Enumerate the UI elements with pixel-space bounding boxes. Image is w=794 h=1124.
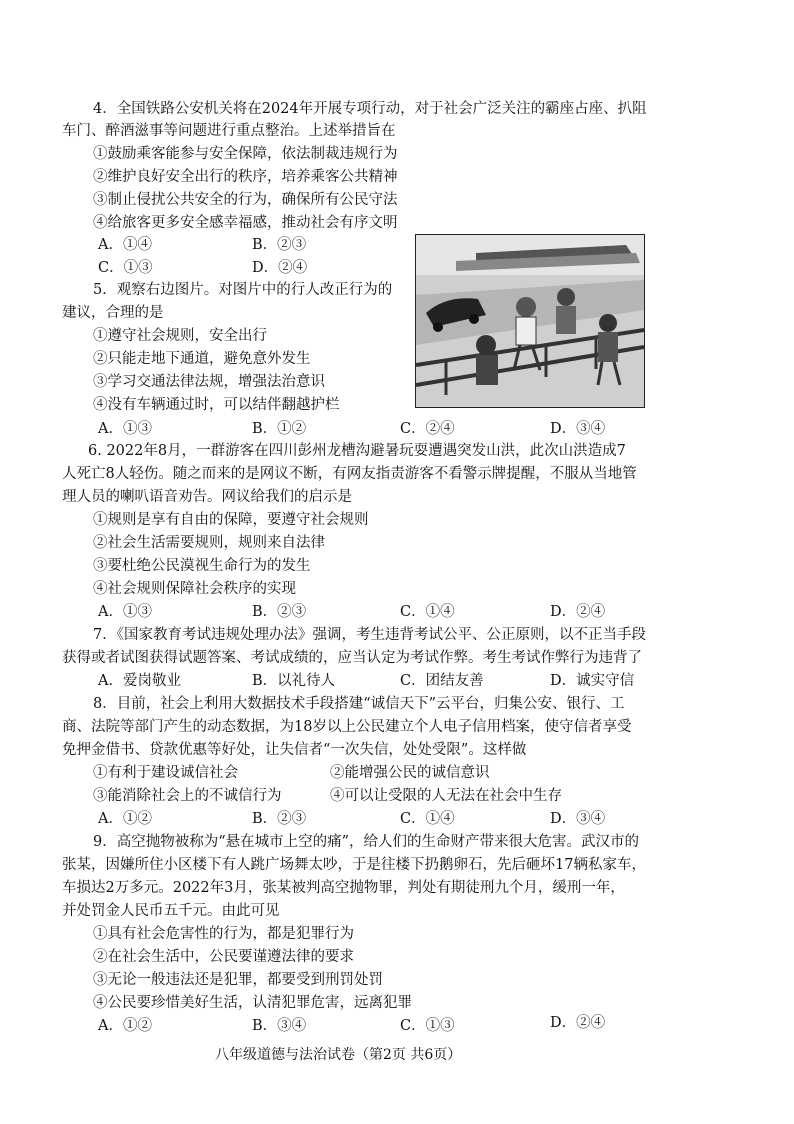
q5-item-4: ④没有车辆通过时，可以结伴翻越护栏 <box>93 397 340 413</box>
q5-item-2: ②只能走地下通道，避免意外发生 <box>93 351 311 367</box>
q6-item-4: ④社会规则保障社会秩序的实现 <box>93 581 296 597</box>
q8-item-4: ④可以让受限的人无法在社会中生存 <box>330 788 562 804</box>
q6-stem-line-1: 6. 2022年8月，一群游客在四川彭州龙槽沟避暑玩耍遭遇突发山洪，此次山洪造成7 <box>88 443 626 459</box>
q9-item-4: ④公民要珍惜美好生活，认清犯罪危害，远离犯罪 <box>93 995 412 1011</box>
q5-stem-line-1: 5．观察右边图片。对图片中的行人改正行为的 <box>93 282 393 298</box>
q9-item-1: ①具有社会危害性的行为，都是犯罪行为 <box>93 926 354 942</box>
q4-item-1: ①鼓励乘客能参与安全保障，依法制裁违规行为 <box>93 146 398 162</box>
q9-stem-line-3: 车损达2万多元。2022年3月，张某被判高空抛物罪，判处有期徒刑九个月，缓刑一年， <box>62 880 625 896</box>
q9-item-3: ③无论一般违法还是犯罪，都要受到刑罚处罚 <box>93 972 383 988</box>
q4-option-a[interactable]: A．①④ <box>98 237 152 253</box>
q6-item-1: ①规则是享有自由的保障，要遵守社会规则 <box>93 512 369 528</box>
q8-item-3: ③能消除社会上的不诚信行为 <box>93 788 282 804</box>
q7-stem-line-2: 获得或者试图获得试题答案、考试成绩的，应当认定为考试作弊。考生考试作弊行为违背了 <box>62 650 642 666</box>
q9-stem-line-4: 并处罚金人民币五千元。由此可见 <box>62 903 280 919</box>
q4-option-d[interactable]: D．②④ <box>252 260 308 276</box>
q5-stem-line-2: 建议，合理的是 <box>62 305 164 321</box>
q9-stem-line-1: 9．高空抛物被称为“悬在城市上空的痛”，给人们的生命财产带来很大危害。武汉市的 <box>93 834 640 850</box>
q8-option-d[interactable]: D．③④ <box>550 811 606 827</box>
q9-option-b[interactable]: B．③④ <box>252 1018 307 1034</box>
q4-item-3: ③制止侵扰公共安全的行为，确保所有公民守法 <box>93 192 398 208</box>
q5-item-3: ③学习交通法律法规，增强法治意识 <box>93 374 325 390</box>
q9-option-d[interactable]: D．②④ <box>550 1015 606 1031</box>
pedestrian-illustration <box>415 234 645 408</box>
q5-item-1: ①遵守社会规则，安全出行 <box>93 328 267 344</box>
q6-item-3: ③要杜绝公民漠视生命行为的发生 <box>93 558 311 574</box>
q8-stem-line-3: 免押金借书、贷款优惠等好处，让失信者“一次失信，处处受限”。这样做 <box>62 742 527 758</box>
q4-option-c[interactable]: C．①③ <box>98 260 153 276</box>
pedestrian-illustration-drawing <box>416 235 644 407</box>
q8-stem-line-2: 商、法院等部门产生的动态数据，为18岁以上公民建立个人电子信用档案，使守信者享受 <box>62 719 632 735</box>
q4-item-4: ④给旅客更多安全感幸福感，推动社会有序文明 <box>93 215 398 231</box>
q5-option-c[interactable]: C．②④ <box>400 421 455 437</box>
q9-item-2: ②在社会生活中，公民要谨遵法律的要求 <box>93 949 354 965</box>
q8-option-b[interactable]: B．②③ <box>252 811 307 827</box>
q8-item-2: ②能增强公民的诚信意识 <box>330 765 490 781</box>
q5-option-b[interactable]: B．①② <box>252 421 307 437</box>
q7-option-d[interactable]: D．诚实守信 <box>550 673 635 689</box>
q8-option-a[interactable]: A．①② <box>98 811 152 827</box>
q6-option-a[interactable]: A．①③ <box>98 604 152 620</box>
q4-option-b[interactable]: B．②③ <box>252 237 307 253</box>
q6-option-b[interactable]: B．②③ <box>252 604 307 620</box>
q7-stem-line-1: 7．《国家教育考试违规处理办法》强调，考生违背考试公平、公正原则，以不正当手段 <box>93 627 646 643</box>
q9-option-c[interactable]: C．①③ <box>400 1018 455 1034</box>
q4-stem-line-1: 4．全国铁路公安机关将在2024年开展专项行动，对于社会广泛关注的霸座占座、扒阻 <box>93 101 647 117</box>
q8-option-c[interactable]: C．①④ <box>400 811 455 827</box>
page-footer: 八年级道德与法治试卷（第2页 共6页） <box>215 1047 462 1063</box>
q8-stem-line-1: 8．目前，社会上利用大数据技术手段搭建“诚信天下”云平台，归集公安、银行、工 <box>93 696 625 712</box>
q6-option-c[interactable]: C．①④ <box>400 604 455 620</box>
q6-stem-line-2: 人死亡8人轻伤。随之而来的是网议不断，有网友指责游客不看警示牌提醒，不服从当地管 <box>62 466 637 482</box>
q7-option-a[interactable]: A．爱岗敬业 <box>98 673 181 689</box>
q4-stem-line-2: 车门、醉酒滋事等问题进行重点整治。上述举措旨在 <box>62 123 396 139</box>
q8-item-1: ①有利于建设诚信社会 <box>93 765 238 781</box>
q7-option-c[interactable]: C．团结友善 <box>400 673 484 689</box>
q9-option-a[interactable]: A．①② <box>98 1018 152 1034</box>
q6-item-2: ②社会生活需要规则，规则来自法律 <box>93 535 325 551</box>
q9-stem-line-2: 张某，因嫌所住小区楼下有人跳广场舞太吵，于是往楼下扔鹅卵石，先后砸坏17辆私家车， <box>62 857 646 873</box>
q6-option-d[interactable]: D．②④ <box>550 604 606 620</box>
q6-stem-line-3: 理人员的喇叭语音劝告。网议给我们的启示是 <box>62 489 352 505</box>
q7-option-b[interactable]: B．以礼待人 <box>252 673 336 689</box>
q4-item-2: ②维护良好安全出行的秩序，培养乘客公共精神 <box>93 169 398 185</box>
q5-option-a[interactable]: A．①③ <box>98 421 152 437</box>
q5-option-d[interactable]: D．③④ <box>550 421 606 437</box>
